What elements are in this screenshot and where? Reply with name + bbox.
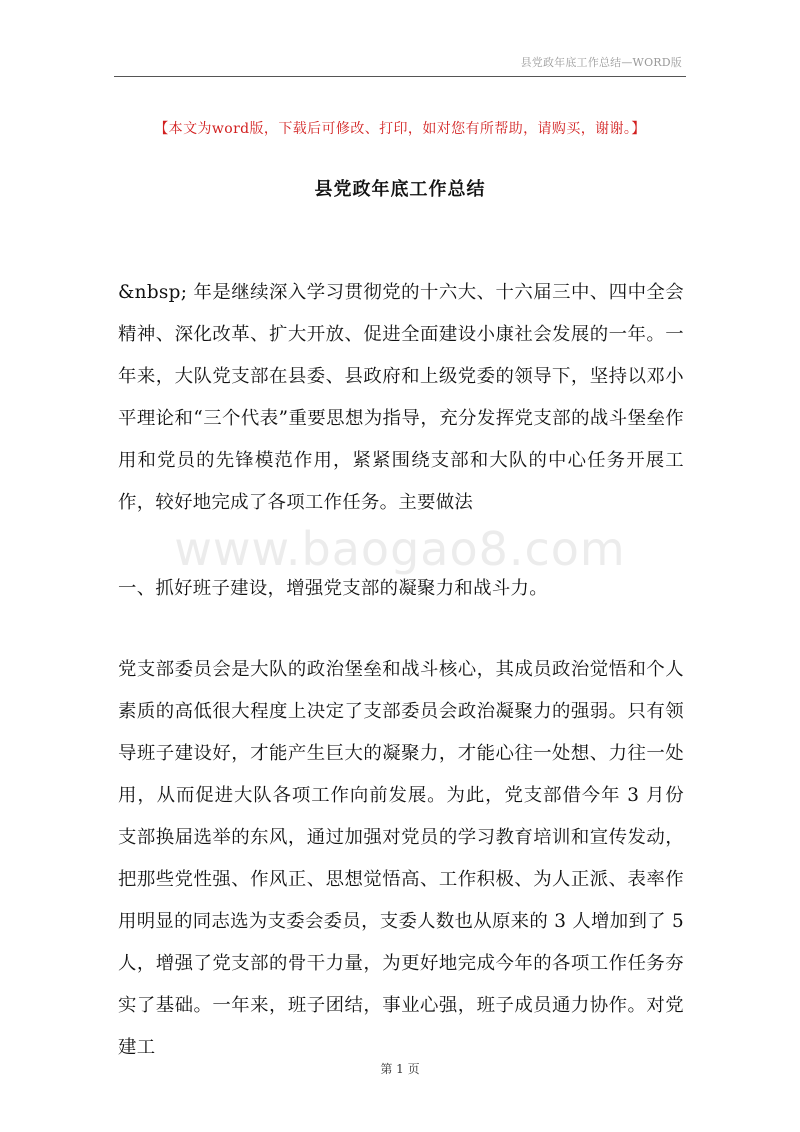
header-divider (114, 76, 686, 77)
document-title: 县党政年底工作总结 (314, 179, 486, 200)
page-number: 第 1 页 (380, 1062, 420, 1076)
body-paragraph-intro: &nbsp; 年是继续深入学习贯彻党的十六大、十六届三中、四中全会精神、深化改革、扩大开放、促进全面建设小康社会发展的一年。一年来，大队党支部在县委、县政府和上级党委的领导下，坚持以邓小平理论和“三个代表”重要思想为指导，充分发挥党支部的战斗堡垒作用和党员的先锋模范作用，紧紧围绕支部和大队的中心任务开展工作，较好地完成了各项工作任务。主要做法 (118, 282, 684, 513)
purchase-notice: 【本文为word版，下载后可修改、打印，如对您有所帮助，请购买，谢谢。】 (154, 121, 646, 137)
site-watermark: www.baogao8.com (174, 522, 626, 576)
body-paragraph-section-1: 党支部委员会是大队的政治堡垒和战斗核心，其成员政治觉悟和个人素质的高低很大程度上决定了支部委员会政治凝聚力的强弱。只有领导班子建设好，才能产生巨大的凝聚力，才能心往一处想、力往一处用，从而促进大队各项工作向前发展。为此，党支部借今年 3 月份支部换届选举的东风，通过加强对党员的学习教育培训和宣传发动，把那些党性强、作风正、思想觉悟高、工作积极、为人正派、表率作用明显的同志选为支委会委员，支委人数也从原来的 3 人增加到了 5 人，增强了党支部的骨干力量，为更好地完成今年的各项工作任务夯实了基础。一年来，班子团结，事业心强，班子成员通力协作。对党建工 (118, 659, 684, 1058)
running-header: 县党政年底工作总结—WORD版 (520, 56, 682, 69)
section-heading-1: 一、抓好班子建设，增强党支部的凝聚力和战斗力。 (118, 578, 548, 599)
